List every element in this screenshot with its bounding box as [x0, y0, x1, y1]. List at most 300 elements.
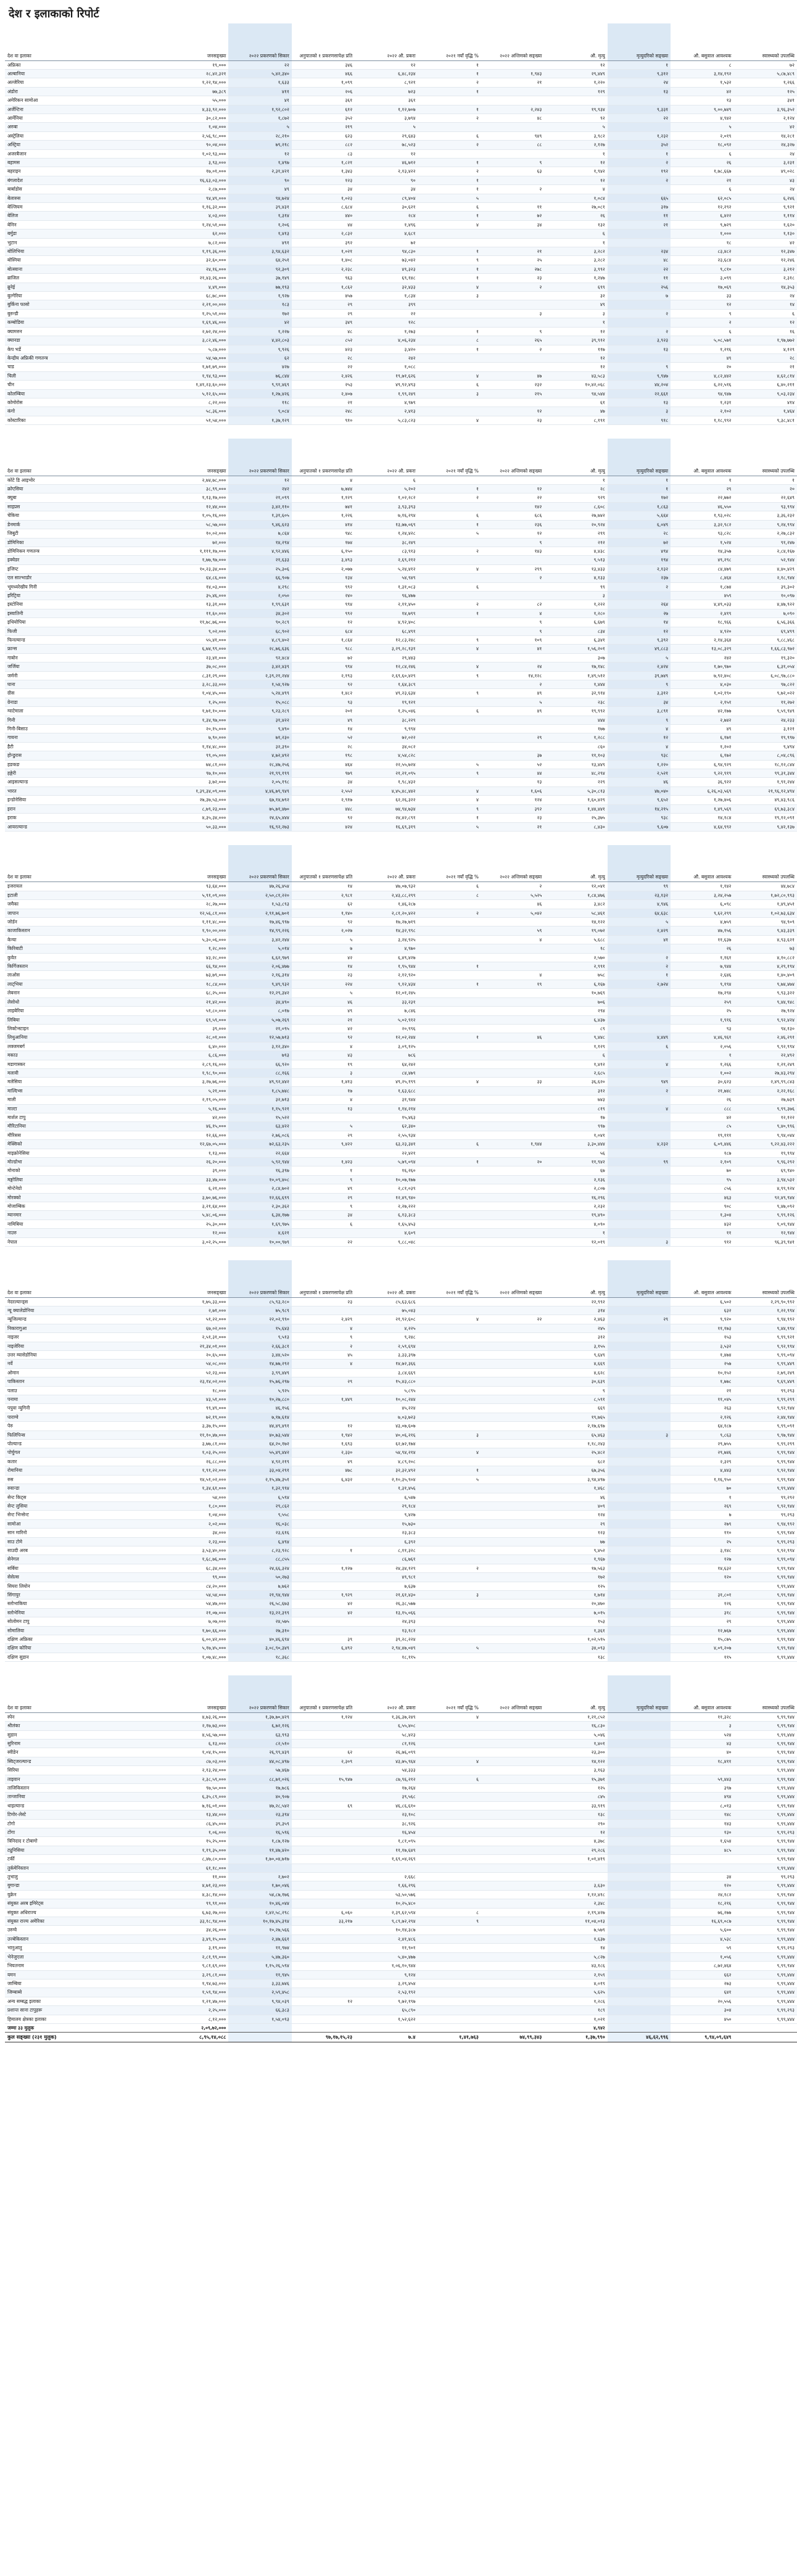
value-cell: ३,९३,३९३ [355, 502, 418, 511]
column-header[interactable]: अनुपातको १ प्रकरणसापेक्ष प्रति [292, 23, 355, 60]
value-cell [418, 1979, 481, 1988]
value-cell [481, 1801, 544, 1810]
value-cell: ९४,४९,००० [165, 194, 228, 202]
value-cell: १,२३१ [671, 398, 733, 407]
value-cell: २ [292, 1342, 355, 1350]
value-cell: ४,३८,१४,००० [165, 1890, 228, 1899]
value-cell: ४२ [292, 1608, 355, 1617]
value-cell: ९,९९,९४४ [734, 1757, 797, 1765]
value-cell: ७.४ [355, 2033, 418, 2042]
value-cell: १३,४४,००० [165, 1810, 228, 1819]
value-cell: २,०६,४७७ [228, 962, 291, 971]
value-cell: ६४,२०,१७२ [228, 1440, 291, 1448]
column-header[interactable]: अनुपातको १ प्रकरणसापेक्ष प्रति [292, 1260, 355, 1297]
table-row [5, 292, 797, 300]
value-cell [481, 476, 544, 484]
column-header[interactable]: स्वास्थ्यको उपलब्धि [734, 845, 797, 882]
column-header[interactable]: अनुपातको १ प्रकरणसापेक्ष प्रति [292, 845, 355, 882]
column-header[interactable]: औ. बसुवाल आवश्यक [671, 845, 733, 882]
value-cell: ९,९९,९४४ [734, 1475, 797, 1484]
column-header[interactable]: औ. मृत्यु [544, 439, 607, 476]
value-cell: ३९,२८,२२४ [355, 1635, 418, 1644]
value-cell [418, 476, 481, 484]
value-cell: २६,३८,५७७ [355, 1600, 418, 1608]
value-cell: १२ [292, 618, 355, 627]
value-cell: ९,४४,९४८ [734, 997, 797, 1006]
column-header[interactable]: मृत्युदरिको सङ्ख्या [608, 439, 671, 476]
column-header[interactable]: २०२२ औ. प्रकरा [355, 1675, 418, 1712]
value-cell: २,५९,४५८ [228, 1988, 291, 1997]
value-cell: १,९७,७७२ [734, 336, 797, 345]
value-cell: १,०२,२८२ [355, 493, 418, 502]
value-cell: ६,०९८ [671, 900, 733, 909]
value-cell: ६५,४६३ [544, 1430, 607, 1439]
column-header[interactable]: २०२२ प्रकरणको सिकार [228, 845, 291, 882]
value-cell: २,७४२ [671, 716, 733, 724]
country-name-cell: उरुग्वे [5, 1926, 165, 1934]
value-cell: ९५ [671, 1175, 733, 1184]
value-cell: ४३,५८३ [544, 371, 607, 380]
column-header[interactable]: स्वास्थ्यको उपलब्धि [734, 1260, 797, 1297]
value-cell [418, 1324, 481, 1332]
column-header[interactable]: मृत्युदरिको सङ्ख्या [608, 1260, 671, 1297]
column-header[interactable]: जनसङ्ख्या [165, 845, 228, 882]
value-cell: २९,२८६ [544, 1846, 607, 1854]
value-cell: ३,१५५ [544, 1342, 607, 1350]
value-cell [481, 1970, 544, 1979]
value-cell: २८,७६,६३६ [228, 645, 291, 653]
column-header[interactable]: २०२२ औ. प्रकरा [355, 439, 418, 476]
value-cell: २,२४३ [481, 105, 544, 114]
value-cell: १२३ [544, 1529, 607, 1537]
value-cell: ९४,९४७ [671, 389, 733, 398]
column-header[interactable]: २०२२ औ. प्रकरा [355, 23, 418, 60]
value-cell: ४१ [481, 645, 544, 653]
value-cell: १४,३५३ [734, 283, 797, 291]
column-header[interactable]: औ. बसुवाल आवश्यक [671, 1260, 733, 1297]
column-header[interactable]: जनसङ्ख्या [165, 439, 228, 476]
value-cell: ८,०१३ [671, 1801, 733, 1810]
value-cell: ९,३९२ [608, 635, 671, 644]
column-header[interactable]: देश वा इलाका [5, 1260, 165, 1297]
column-header[interactable]: २०२२ औ. प्रकरा [355, 1260, 418, 1297]
value-cell: १९,९३४ [544, 105, 607, 114]
table-row [5, 283, 797, 291]
table-row [5, 1377, 797, 1386]
value-cell: ८८,१६६ [228, 1068, 291, 1077]
value-cell: १३,२२,३९९ [228, 1608, 291, 1617]
table-row [5, 1890, 797, 1899]
value-cell: ३,२१२ [734, 265, 797, 273]
value-cell: १९,७१,६२६ [355, 371, 418, 380]
value-cell [481, 1297, 544, 1306]
value-cell: ३,२९,८१,००० [165, 1970, 228, 1979]
value-cell: ४६ [481, 1033, 544, 1042]
column-header[interactable]: औ. बसुवाल आवश्यक [671, 439, 733, 476]
value-cell: ९० [355, 176, 418, 184]
country-name-cell: निकारागुआ [5, 1324, 165, 1332]
column-header[interactable]: जनसङ्ख्या [165, 1675, 228, 1712]
column-header[interactable]: औ. मृत्यु [544, 845, 607, 882]
column-header[interactable]: मृत्युदरिको सङ्ख्या [608, 23, 671, 60]
country-name-cell: चाड [5, 363, 165, 371]
value-cell: २,६६,३८१ [228, 1342, 291, 1350]
column-header[interactable]: स्वास्थ्यको उपलब्धि [734, 439, 797, 476]
value-cell: ५८,४६१ [544, 909, 607, 917]
value-cell: ७२,०२२ [355, 733, 418, 742]
value-cell: १,७१,१०,००० [165, 707, 228, 716]
value-cell: १,१३,१७,००० [165, 493, 228, 502]
value-cell: १,३६,३७,२४९ [355, 1712, 418, 1721]
value-cell: ४,२९,१९४ [734, 962, 797, 971]
value-cell: २९ [292, 300, 355, 309]
value-cell [734, 2033, 797, 2042]
value-cell: ९,६४९ [544, 1351, 607, 1360]
column-header[interactable]: देश वा इलाका [5, 439, 165, 476]
value-cell: ६ [418, 203, 481, 212]
country-name-cell: जिम्बाब्वे [5, 1988, 165, 1997]
value-cell: ४ [418, 1315, 481, 1324]
column-header[interactable]: मृत्युदरिको सङ्ख्या [608, 845, 671, 882]
value-cell: २ [418, 493, 481, 502]
value-cell: २,२५,००० [165, 2006, 228, 2015]
value-cell: ८६,४५,००० [165, 1819, 228, 1828]
column-header[interactable]: २०२२ प्रकरणको सिकार [228, 439, 291, 476]
value-cell [418, 1024, 481, 1033]
value-cell [481, 1590, 544, 1599]
value-cell: २३६ [481, 520, 544, 529]
value-cell: ६२,३४० [355, 1122, 418, 1131]
column-header[interactable]: जनसङ्ख्या [165, 1260, 228, 1297]
country-name-cell: टोंगा [5, 1828, 165, 1837]
value-cell [418, 1237, 481, 1246]
value-cell [608, 1810, 671, 1819]
value-cell: ३८,२४९ [355, 538, 418, 547]
country-name-cell: नामिबिया [5, 1220, 165, 1228]
table-row [5, 1555, 797, 1564]
value-cell: १,२८८ [544, 733, 607, 742]
value-cell: ६९ [292, 1801, 355, 1810]
column-header[interactable]: औ. मृत्यु [544, 1260, 607, 1297]
value-cell: ८,१२,००० [165, 2015, 228, 2023]
column-header[interactable]: २०२२ अन्तिमको सङ्ख्या [481, 1260, 544, 1297]
value-cell: ५२,९४४ [734, 556, 797, 564]
value-cell: ८,४७,८०,००० [165, 1855, 228, 1864]
value-cell: १,२२,९९४ [734, 1306, 797, 1315]
value-cell [418, 653, 481, 662]
value-cell: २८ [608, 529, 671, 538]
value-cell: ७,८४६ [355, 1007, 418, 1015]
value-cell: ७४१ [292, 502, 355, 511]
value-cell: १४,९९,२२६ [228, 927, 291, 935]
column-header[interactable]: २०२१ नयाँ वृद्धि % [418, 23, 481, 60]
value-cell [608, 2006, 671, 2015]
value-cell [608, 1944, 671, 1952]
table-row [5, 1386, 797, 1395]
value-cell: ४,४४३ [671, 1466, 733, 1475]
value-cell: ४५० [671, 2015, 733, 2023]
column-header[interactable]: २०२१ नयाँ वृद्धि % [418, 439, 481, 476]
value-cell: ५८,४२३ [355, 1730, 418, 1739]
table-row [5, 1306, 797, 1315]
table-row [5, 1466, 797, 1475]
value-cell [608, 1997, 671, 2005]
value-cell: १२ [481, 485, 544, 493]
table-row [5, 167, 797, 176]
value-cell: ४,८९,२०८ [355, 1457, 418, 1466]
value-cell: २१,४३,२६,००० [165, 274, 228, 283]
value-cell: १०,२५,४८० [355, 1899, 418, 1908]
value-cell: १३ [671, 96, 733, 105]
value-cell [418, 1864, 481, 1872]
value-cell: ३६,९२२ [671, 778, 733, 786]
value-cell: ४,७५९ [671, 918, 733, 927]
value-cell: ६८,२५,००० [165, 989, 228, 997]
country-name-cell: कंगो [5, 407, 165, 416]
value-cell: ६,०६० [292, 1908, 355, 1917]
value-cell: १४,२१५ [608, 804, 671, 813]
value-cell: २२ [355, 309, 418, 318]
value-cell [481, 1952, 544, 1961]
value-cell: १,०२,९३,००० [165, 149, 228, 158]
value-cell [608, 1899, 671, 1908]
value-cell: ३,३१२ [608, 689, 671, 698]
country-name-cell: उज्बेकिस्तान [5, 1934, 165, 1943]
value-cell [418, 2015, 481, 2023]
column-header[interactable]: औ. मृत्यु [544, 23, 607, 60]
value-cell: ४,६२८ [544, 1368, 607, 1377]
table-row [5, 1722, 797, 1730]
value-cell [481, 1582, 544, 1590]
value-cell: १४३ [671, 1819, 733, 1828]
value-cell [418, 1608, 481, 1617]
column-header[interactable]: अनुपातको १ प्रकरणसापेक्ष प्रति [292, 439, 355, 476]
value-cell: ९,९९,९४४ [734, 1573, 797, 1582]
value-cell: ६,४३२ [292, 1475, 355, 1484]
value-cell: २१,०९९ [228, 493, 291, 502]
value-cell: २,४२४ [608, 663, 671, 671]
value-cell [418, 1096, 481, 1104]
value-cell: २०६ [292, 87, 355, 96]
value-cell: ९४,७२४ [228, 194, 291, 202]
value-cell [481, 1979, 544, 1988]
value-cell: ४ [608, 742, 671, 751]
value-cell [418, 1042, 481, 1051]
value-cell: ९ [608, 363, 671, 371]
table-row [5, 1997, 797, 2005]
value-cell: ७ [671, 1511, 733, 1519]
value-cell: १६,६९,०८७ [671, 1917, 733, 1926]
value-cell: १७,०१,००० [165, 167, 228, 176]
value-cell: १७४ [292, 538, 355, 547]
table-row [5, 1333, 797, 1342]
column-header[interactable]: देश वा इलाका [5, 1675, 165, 1712]
value-cell: ४७ [544, 407, 607, 416]
value-cell [292, 1511, 355, 1519]
value-cell [418, 229, 481, 238]
column-header[interactable]: २०२२ अन्तिमको सङ्ख्या [481, 845, 544, 882]
value-cell: ९,४२२ [292, 1140, 355, 1149]
value-cell: ५ [671, 123, 733, 131]
value-cell: ८९,४०४ [355, 194, 418, 202]
value-cell [481, 1828, 544, 1837]
table-row [5, 1113, 797, 1121]
value-cell: ४९,८८३ [608, 645, 671, 653]
column-header[interactable]: औ. बसुवाल आवश्यक [671, 23, 733, 60]
value-cell [608, 1122, 671, 1131]
column-header[interactable]: देश वा इलाका [5, 23, 165, 60]
value-cell: ९,९९,२९३ [734, 1828, 797, 1837]
value-cell: ५,६८८ [544, 935, 607, 944]
value-cell: ९,९९,९४४ [734, 1644, 797, 1653]
country-name-cell: बोत्स्वाना [5, 265, 165, 273]
column-header[interactable]: २०२२ अन्तिमको सङ्ख्या [481, 439, 544, 476]
value-cell: ३५२ [608, 141, 671, 149]
value-cell: १,६३७ [544, 1934, 607, 1943]
value-cell: २६,८८,००० [165, 1457, 228, 1466]
value-cell: ९,९९,३७६ [734, 1104, 797, 1113]
column-header[interactable]: २०२१ नयाँ वृद्धि % [418, 1260, 481, 1297]
value-cell: १४८ [671, 1810, 733, 1819]
value-cell: १,०२१ [292, 247, 355, 256]
table-row [5, 997, 797, 1006]
value-cell [418, 353, 481, 362]
value-cell: ६२,७२,१७४ [355, 1440, 418, 1448]
value-cell [418, 1297, 481, 1306]
table-row [5, 220, 797, 229]
value-cell: ९,४९० [228, 725, 291, 733]
table-row [5, 345, 797, 353]
column-header[interactable]: २०२२ प्रकरणको सिकार [228, 23, 291, 60]
column-header[interactable]: जनसङ्ख्या [165, 23, 228, 60]
value-cell: ४,४०,४२९ [734, 564, 797, 573]
value-cell: १६ [734, 327, 797, 336]
country-name-cell: तान्जानिया [5, 1793, 165, 1801]
value-cell: ४१४ [734, 398, 797, 407]
country-name-cell: कुवेत [5, 953, 165, 962]
value-cell: २९ [608, 1315, 671, 1324]
column-header[interactable]: २०२१ नयाँ वृद्धि % [418, 845, 481, 882]
value-cell: १२९ [544, 87, 607, 96]
value-cell: ५,४०,४७७ [355, 1952, 418, 1961]
value-cell: ४७,०४० [608, 786, 671, 795]
value-cell: ६३२ [671, 1306, 733, 1315]
value-cell: १२,१२२ [734, 1113, 797, 1121]
value-cell: १३,४३३ [544, 564, 607, 573]
value-cell: ५,९२,९४४ [228, 1158, 291, 1166]
value-cell: २७८ [481, 265, 544, 273]
value-cell [292, 1934, 355, 1943]
column-header[interactable]: औ. मृत्यु [544, 1675, 607, 1712]
value-cell: २२,०२,९९० [228, 1315, 291, 1324]
column-header[interactable]: २०२२ प्रकरणको सिकार [228, 1260, 291, 1297]
country-name-cell: जोर्डन [5, 918, 165, 927]
table-row [5, 176, 797, 184]
value-cell: ६२ [292, 900, 355, 909]
value-cell: ४६,८६,६१० [355, 1801, 418, 1810]
value-cell: २०,१५,००० [165, 725, 228, 733]
value-cell: १,४०८ [292, 256, 355, 265]
value-cell: १,२१६ [671, 345, 733, 353]
column-header[interactable]: मृत्युदरिको सङ्ख्या [608, 1675, 671, 1712]
country-name-cell: अल्जेरिया [5, 78, 165, 87]
value-cell: ७२ [734, 60, 797, 69]
column-header[interactable]: २०२२ अन्तिमको सङ्ख्या [481, 23, 544, 60]
value-cell: १९,७६५ [544, 1413, 607, 1421]
value-cell: ६३,९९३ [228, 1730, 291, 1739]
value-cell: ३,७०,७६,००० [165, 1193, 228, 1202]
column-header[interactable]: औ. बसुवाल आवश्यक [671, 1675, 733, 1712]
value-cell: १,५२,६२२ [355, 2015, 418, 2023]
value-cell [608, 1600, 671, 1608]
header-row [5, 1675, 797, 1712]
column-header[interactable]: २०२२ अन्तिमको सङ्ख्या [481, 1675, 544, 1712]
table-row [5, 1846, 797, 1854]
value-cell [481, 1457, 544, 1466]
table-row [5, 149, 797, 158]
value-cell: २४,३९३ [355, 1617, 418, 1626]
value-cell: १२,६६,६९९ [228, 1193, 291, 1202]
value-cell: ११,१७३ [671, 1324, 733, 1332]
country-name-cell: पाकिस्तान [5, 1377, 165, 1386]
value-cell [481, 1448, 544, 1457]
value-cell [292, 1819, 355, 1828]
table-section [5, 1675, 795, 2042]
value-cell [418, 944, 481, 953]
value-cell: २४ [734, 292, 797, 300]
value-cell [292, 1952, 355, 1961]
value-cell: १२५ [734, 87, 797, 96]
column-header[interactable]: २०२१ नयाँ वृद्धि % [418, 1675, 481, 1712]
value-cell: ९०८ [671, 1202, 733, 1211]
country-name-cell: ताइवान [5, 1775, 165, 1783]
value-cell: ७,७६२ [228, 1582, 291, 1590]
value-cell: ५७,४६७ [228, 1766, 291, 1775]
column-header[interactable]: स्वास्थ्यको उपलब्धि [734, 1675, 797, 1712]
value-cell: ३,१६३ [544, 1766, 607, 1775]
value-cell: १४,६३२ [671, 1564, 733, 1572]
value-cell [481, 1229, 544, 1237]
column-header[interactable]: अनुपातको १ प्रकरणसापेक्ष प्रति [292, 1675, 355, 1712]
column-header[interactable]: स्वास्थ्यको उपलब्धि [734, 23, 797, 60]
column-header[interactable]: २०२२ प्रकरणको सिकार [228, 1675, 291, 1712]
country-name-cell: भानुआतु [5, 1944, 165, 1952]
value-cell: १९,१११ [671, 1131, 733, 1139]
value-cell [418, 1211, 481, 1220]
value-cell [418, 1819, 481, 1828]
value-cell: ९,९२,९९४ [734, 1342, 797, 1350]
value-cell [418, 1952, 481, 1961]
value-cell [418, 971, 481, 980]
value-cell [481, 194, 544, 202]
value-cell: २ [608, 158, 671, 167]
value-cell: १३,४४९ [544, 760, 607, 769]
value-cell: १,९८,९०,००० [165, 1068, 228, 1077]
value-cell: ६८४ [292, 627, 355, 635]
column-header[interactable]: २०२२ औ. प्रकरा [355, 845, 418, 882]
value-cell: ९ [481, 158, 544, 167]
value-cell: ३३ [671, 292, 733, 300]
value-cell: १४ [292, 882, 355, 891]
country-name-cell: मलावी [5, 1068, 165, 1077]
value-cell: ५ [481, 698, 544, 706]
value-cell [418, 1360, 481, 1368]
value-cell: ४,६४,९९२ [671, 822, 733, 831]
table-row [5, 547, 797, 555]
value-cell: ५,२०२ [355, 485, 418, 493]
column-header[interactable]: देश वा इलाका [5, 845, 165, 882]
value-cell: २४० [292, 591, 355, 600]
